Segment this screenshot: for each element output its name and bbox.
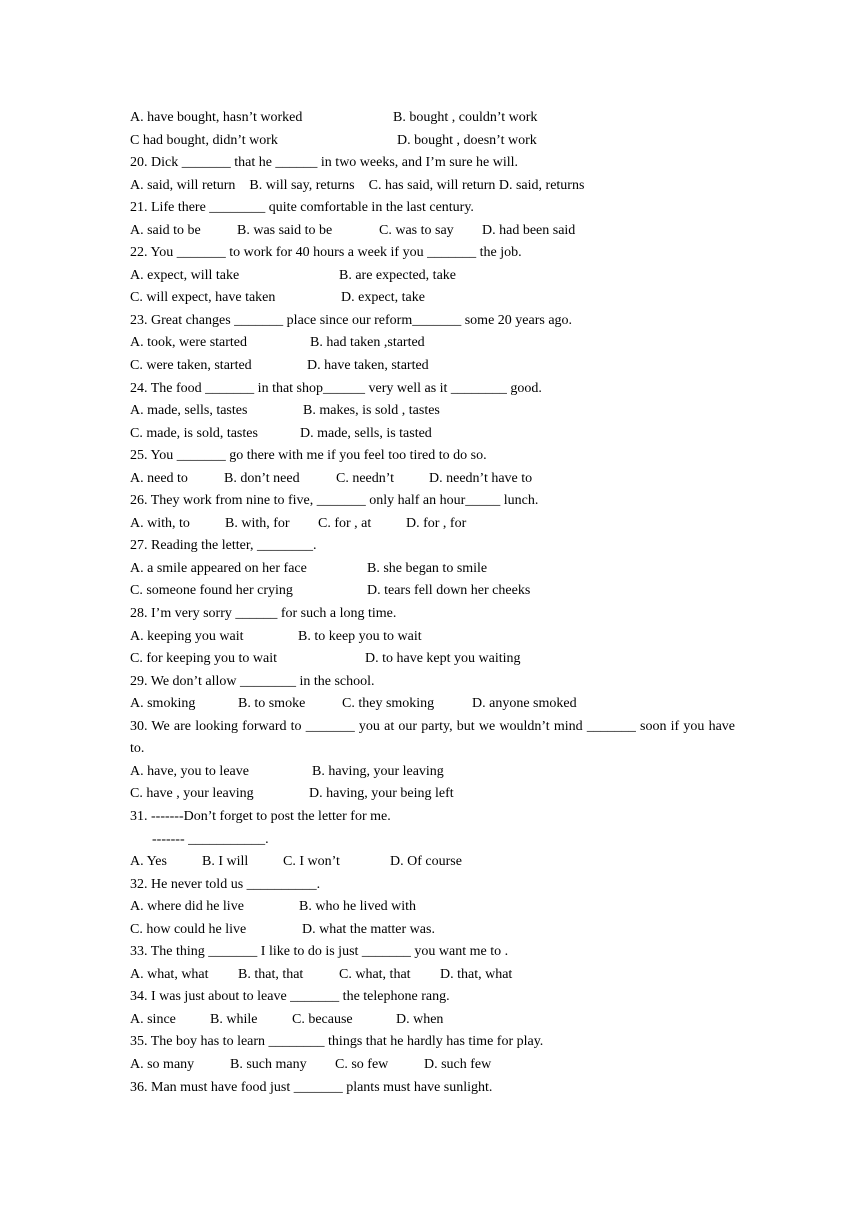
option-text: D. for , for [406,515,467,531]
text-line [130,400,735,423]
option-text: C. because [292,1011,353,1027]
text-line: 30. We are looking forward to _______ you at our party, but we wouldn’t mind _______ soon if you have to. [130,718,735,757]
line-text: A. keeping you wait [130,628,244,644]
text-line [130,1077,735,1100]
option-text: B. was said to be [237,222,333,238]
line-text: C. someone found her crying [130,583,293,599]
text-line [130,468,735,491]
option-text: C. they smoking [342,696,435,712]
line-text: C. how could he live [130,921,247,937]
line-text: 26. They work from nine to five, _______ only half an hour_____ lunch. [130,493,539,509]
text-line [130,287,735,310]
line-text: A. so many [130,1056,195,1072]
line-text: C. for keeping you to wait [130,651,277,667]
line-text: 31. -------Don’t forget to post the letter for me. [130,808,391,824]
text-line [130,152,735,175]
option-text: B. bought , couldn’t work [393,110,538,125]
option-text: C. what, that [339,966,411,982]
line-text: A. a smile appeared on her face [130,560,307,576]
line-text: 33. The thing _______ I like to do is just _______ you want me to . [130,944,509,960]
option-text: B. I will [202,854,249,870]
line-text: A. Yes [130,854,167,870]
text-line [130,783,735,806]
text-line [130,558,735,581]
text-line [130,242,735,265]
line-text: A. what, what [130,966,209,982]
line-text: A. since [130,1011,176,1027]
text-line [130,378,735,401]
text-line [130,423,735,446]
line-text: A. need to [130,470,188,486]
option-text: D. that, what [440,966,513,982]
line-text: C had bought, didn’t work [130,132,278,148]
line-text: A. smoking [130,696,196,712]
line-text: A. expect, will take [130,267,240,283]
text-line [130,1009,735,1032]
option-text: D. made, sells, is tasted [300,425,432,441]
line-text: A. took, were started [130,335,248,351]
line-text: A. with, to [130,515,190,531]
option-text: D. anyone smoked [472,696,577,712]
option-text: B. such many [230,1056,307,1072]
text-line [130,829,735,852]
line-text: A. said, will return B. will say, returns C. has said, will return D. said, returns [130,177,585,193]
line-text: 24. The food _______ in that shop______ very well as it ________ good. [130,380,542,396]
option-text: D. having, your being left [309,786,454,802]
text-line [130,197,735,220]
option-text: D. tears fell down her cheeks [367,583,531,599]
text-line [130,964,735,987]
option-text: D. bought , doesn’t work [397,132,537,148]
text-line [130,761,735,784]
option-text: C. for , at [318,515,372,531]
line-text: 20. Dick _______ that he ______ in two weeks, and I’m sure he will. [130,155,519,171]
line-text: A. have, you to leave [130,763,249,779]
text-line [130,535,735,558]
option-text: D. to have kept you waiting [365,651,521,667]
text-line [130,580,735,603]
option-text: C. was to say [379,222,454,238]
text-line [130,603,735,626]
line-text: A. said to be [130,222,201,238]
text-line [130,220,735,243]
option-text: D. such few [424,1056,492,1072]
text-line [130,175,735,198]
option-text: B. makes, is sold , tastes [303,403,440,419]
text-line [130,693,735,716]
line-text: C. made, is sold, tastes [130,425,258,441]
text-line [130,513,735,536]
text-line [130,941,735,964]
text-line [130,265,735,288]
option-text: B. having, your leaving [312,763,444,779]
line-text: 27. Reading the letter, ________. [130,538,317,554]
option-text: B. while [210,1011,258,1027]
text-line [130,445,735,468]
text-line [130,986,735,1009]
option-text: B. that, that [238,966,304,982]
option-text: D. Of course [390,854,462,870]
text-line [130,626,735,649]
line-text: 23. Great changes _______ place since our reform_______ some 20 years ago. [130,312,573,328]
option-text: D. had been said [482,222,576,238]
line-text: 28. I’m very sorry ______ for such a long time. [130,606,397,622]
line-text: A. made, sells, tastes [130,403,248,419]
line-text: C. have , your leaving [130,786,254,802]
line-text: 32. He never told us __________. [130,876,321,892]
option-text: D. what the matter was. [302,921,435,937]
text-line [130,919,735,942]
text-line [130,806,735,829]
line-text: C. were taken, started [130,358,252,374]
text-line [130,896,735,919]
line-text: ------- ___________. [152,831,269,847]
option-text: D. have taken, started [307,358,429,374]
text-line [130,851,735,874]
text-line [130,1031,735,1054]
line-text: 25. You _______ go there with me if you feel too tired to do so. [130,448,487,464]
text-line [130,107,735,130]
text-line [130,490,735,513]
option-text: C. so few [335,1056,389,1072]
text-line [130,310,735,333]
option-text: B. are expected, take [339,267,456,283]
line-text: 21. Life there ________ quite comfortable in the last century. [130,200,474,216]
line-text: A. have bought, hasn’t worked [130,110,303,125]
option-text: B. to smoke [238,696,306,712]
option-text: B. with, for [225,515,290,531]
option-text: B. to keep you to wait [298,628,422,644]
text-line [130,874,735,897]
option-text: D. when [396,1011,444,1027]
line-text: 34. I was just about to leave _______ the telephone rang. [130,989,450,1005]
text-line [130,648,735,671]
line-text: 22. You _______ to work for 40 hours a week if you _______ the job. [130,245,522,261]
line-text: 35. The boy has to learn ________ things that he hardly has time for play. [130,1034,544,1050]
line-text: C. will expect, have taken [130,290,276,306]
option-text: C. needn’t [336,470,395,486]
option-text: C. I won’t [283,854,340,870]
text-line [130,332,735,355]
text-line [130,1054,735,1077]
line-text: A. where did he live [130,899,244,915]
option-text: B. had taken ,started [310,335,425,351]
line-text: 36. Man must have food just _______ plants must have sunlight. [130,1079,493,1095]
option-text: D. expect, take [341,290,425,306]
document-page [130,107,735,1099]
text-line [130,355,735,378]
option-text: B. don’t need [224,470,300,486]
text-line [130,671,735,694]
option-text: B. who he lived with [299,899,417,915]
line-text: 29. We don’t allow ________ in the school. [130,673,375,689]
option-text: B. she began to smile [367,560,488,576]
option-text: D. needn’t have to [429,470,533,486]
text-line [130,130,735,153]
